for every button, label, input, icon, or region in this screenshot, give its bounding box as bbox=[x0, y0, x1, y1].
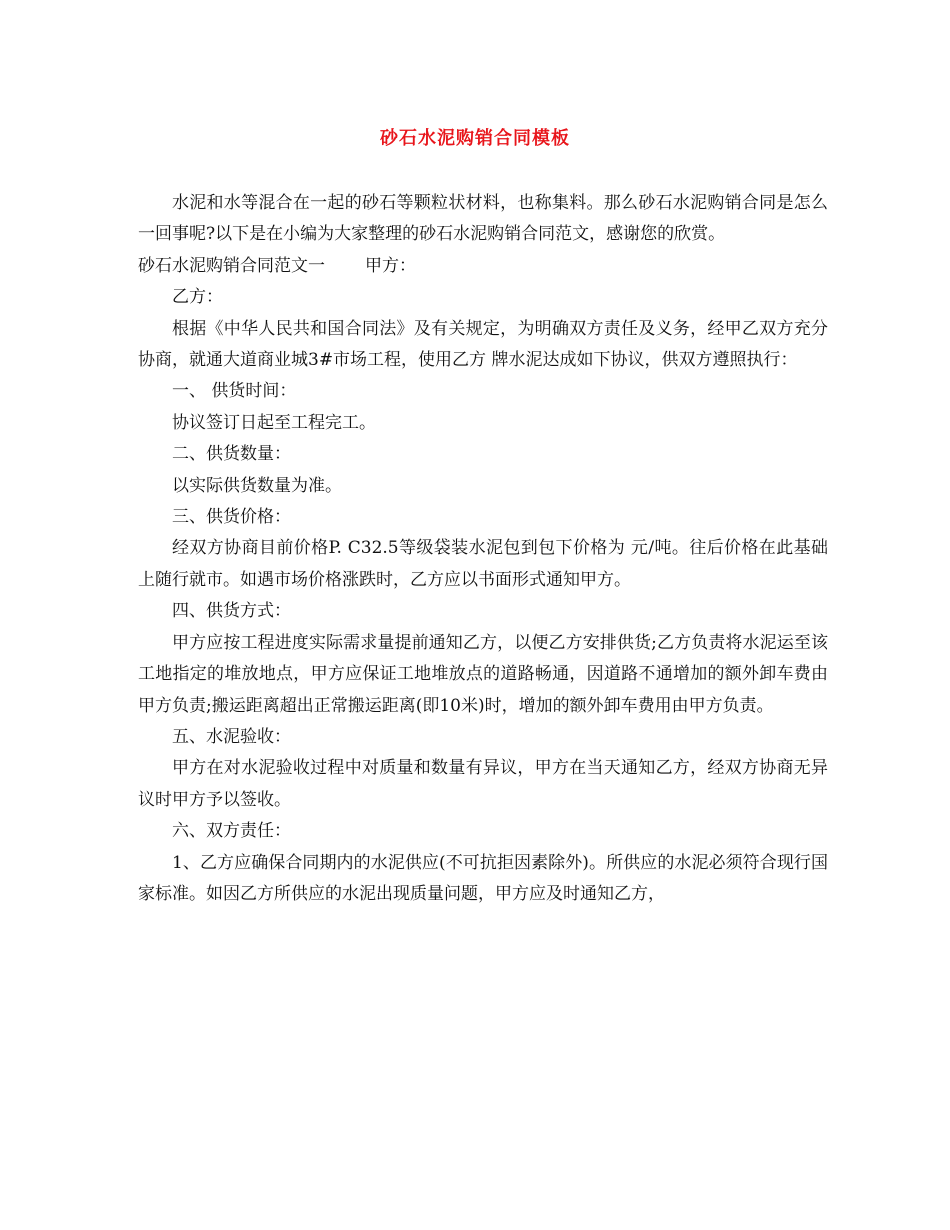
sample-heading: 砂石水泥购销合同范文一 bbox=[138, 255, 325, 276]
section-heading-1: 一、 供货时间： bbox=[172, 381, 297, 402]
section-text-4: 甲方应按工程进度实际需求量提前通知乙方，以便乙方安排供货;乙方负责将水泥运至该工地指定的堆放地点，甲方应保证工地堆放点的道路畅通，因道路不通增加的额外卸车费由甲方负责;搬运距离超出正常搬运距离(即10米)时，增加的额外卸车费用由甲方负责。 bbox=[138, 632, 828, 716]
section-heading-4: 四、供货方式： bbox=[172, 601, 291, 622]
document-title: 砂石水泥购销合同模板 bbox=[380, 128, 570, 149]
section-heading-2: 二、供货数量： bbox=[172, 444, 291, 465]
section-text-3: 经双方协商目前价格P. C32.5等级袋装水泥包到包下价格为 元/吨。往后价格在此基础上随行就市。如遇市场价格涨跌时，乙方应以书面形式通知甲方。 bbox=[138, 538, 828, 590]
document-body bbox=[138, 188, 828, 910]
section-text-6: 1、乙方应确保合同期内的水泥供应(不可抗拒因素除外)。所供应的水泥必须符合现行国家标准。如因乙方所供应的水泥出现质量问题，甲方应及时通知乙方， bbox=[138, 852, 828, 904]
section-heading-6: 六、双方责任： bbox=[172, 821, 291, 842]
preamble-paragraph: 根据《中华人民共和国合同法》及有关规定，为明确双方责任及义务，经甲乙双方充分协商，就通大道商业城3#市场工程，使用乙方 牌水泥达成如下协议，供双方遵照执行： bbox=[138, 318, 828, 371]
section-text-5: 甲方在对水泥验收过程中对质量和数量有异议，甲方在当天通知乙方，经双方协商无异议时甲方予以签收。 bbox=[138, 758, 828, 810]
section-text-1: 协议签订日起至工程完工。 bbox=[172, 412, 376, 433]
sample-heading-line bbox=[138, 251, 828, 282]
party-a-label: 甲方： bbox=[365, 255, 416, 276]
section-text-2: 以实际供货数量为准。 bbox=[172, 475, 342, 496]
party-b-label: 乙方： bbox=[172, 287, 223, 308]
section-heading-5: 五、水泥验收： bbox=[172, 726, 291, 747]
section-heading-3: 三、供货价格： bbox=[172, 507, 291, 528]
intro-paragraph: 水泥和水等混合在一起的砂石等颗粒状材料，也称集料。那么砂石水泥购销合同是怎么一回事呢?以下是在小编为大家整理的砂石水泥购销合同范文，感谢您的欣赏。 bbox=[138, 193, 828, 245]
